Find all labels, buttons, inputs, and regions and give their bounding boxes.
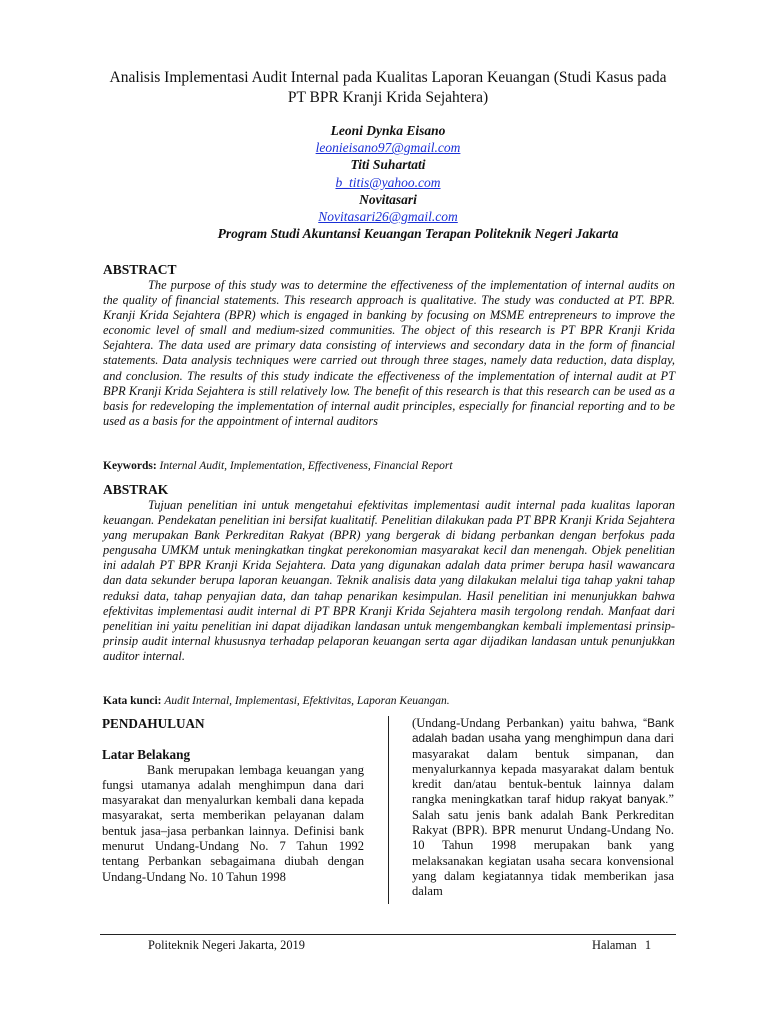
- body-text: dana dari masyarakat dalam bentuk simpanan, dan menyalurkannya kepada masyarakat dalam bentuk kredit dan/atau bentuk-bentuk lainnya dalam rangka meningkatkan taraf: [412, 731, 674, 807]
- author-name: Novitasari: [359, 191, 417, 207]
- abstrak-keywords: [103, 695, 675, 707]
- page-number: 1: [644, 938, 652, 952]
- body-left-column: [102, 716, 364, 885]
- author-email-link[interactable]: leonieisano97@gmail.com: [315, 140, 461, 156]
- abstrak-heading: ABSTRAK: [103, 482, 169, 497]
- body-text: (Undang-Undang Perbankan) yaitu bahwa,: [412, 716, 638, 730]
- author-name: Titi Suhartati: [350, 157, 426, 173]
- section-heading: PENDAHULUAN: [102, 716, 205, 731]
- quoted-text: “Bank adalah badan usaha yang menghimpun: [412, 716, 674, 746]
- author-email-link[interactable]: b_titis@yahoo.com: [335, 174, 441, 190]
- author-name: Leoni Dynka Eisano: [330, 123, 446, 138]
- affiliation: Program Studi Akuntansi Keuangan Terapan Politeknik Negeri Jakarta: [217, 226, 619, 242]
- kata-kunci-label: Kata kunci:: [103, 695, 162, 707]
- keywords-label: Keywords:: [103, 460, 157, 472]
- footer-page: [592, 938, 651, 953]
- abstrak-text: Tujuan penelitian ini untuk mengetahui efektivitas implementasi audit internal pada kualitas laporan keuangan. Pendekatan penelitian ini bersifat kualitatif. Penelitian dilakukan pada PT BPR Kranji Krida Sejahtera yang merupakan Bank Perkreditan Rakyat (BPR) yang bergerak di bidang perbankan dengan berfokus pada pengusaha UMKM untuk meningkatkan tingkat perekonomian masyarakat kecil dan menengah. Objek penelitian ini adalah PT BPR Kranji Krida Sejahtera. Data yang digunakan adalah data primer berupa hasil wawancara dan data sekunder berupa laporan keuangan. Teknik analisis data yang dilakukan melalui tiga tahap yakni tahap reduksi data, tahap penyajian data, dan tahap penarikan kesimpulan. Hasil penelitian ini menunjukkan bahwa efektivitas implementasi audit internal di PT BPR Kranji Krida Sejahtera masih tergolong rendah. Manfaat dari penelitian ini yaitu penelitian ini dapat dijadikan landasan untuk mengembangkan kembali implementasi prinsip-prinsip audit internal khususnya terhadap pelaporan keuangan serta agar dijadikan landasan untuk penunjukkan auditor internal.: [103, 498, 675, 663]
- body-right-column: [412, 716, 674, 900]
- footer-rule: [100, 934, 676, 935]
- author-block: [100, 122, 676, 242]
- paper-title: Analisis Implementasi Audit Internal pada Kualitas Laporan Keuangan (Studi Kasus pada PT BPR Kranji Krida Sejahtera): [109, 69, 667, 106]
- body-paragraph: Bank merupakan lembaga keuangan yang fungsi utamanya adalah menghimpun dana dari masyarakat dan menyalurkan kembali dana kepada masyarakat, serta memberikan pelayanan dalam bentuk jasa–jasa perbankan lainnya. Definisi bank menurut Undang-Undang No. 7 Tahun 1992 tentang Perbankan sebagaimana diubah dengan Undang-Undang No. 10 Tahun 1998: [102, 762, 364, 884]
- quoted-text: hidup rakyat banyak.: [555, 792, 669, 807]
- page-label: Halaman: [592, 938, 637, 952]
- author-email-link[interactable]: Novitasari26@gmail.com: [318, 209, 458, 225]
- subsection-heading: Latar Belakang: [102, 747, 191, 763]
- footer-institution: Politeknik Negeri Jakarta, 2019: [148, 938, 305, 952]
- abstract-text: The purpose of this study was to determine the effectiveness of the implementation of internal audits on the quality of financial statements. This research approach is qualitative. The study was conducted at PT. BPR. Kranji Krida Sejahtera (BPR) which is engaged in banking by focusing on MSME entrepreneurs to improve the economic level of small and medium-sized communities. The object of this research is PT BPR Kranji Krida Sejahtera. The data used are primary data consisting of interviews and secondary data in the form of financial statements. Data analysis techniques were carried out through three stages, namely data reduction, data display, and conclusion. The results of this study indicate the effectiveness of the implementation of internal audit at PT BPR Kranji Krida Sejahtera is still relatively low. The benefit of this research is that this research can be used as a basis for redeveloping the implementation of internal audit principles, especially for financial reporting and to be used as a basis for the appointment of internal auditors: [103, 278, 675, 428]
- body-text: ” Salah satu jenis bank adalah Bank Perkreditan Rakyat (BPR). BPR menurut Undang-Undang No. 10 Tahun 1998 merupakan bank yang melaksanakan kegiatan usaha secara konvensional yang dalam kegiatannya tidak memberikan jasa dalam: [412, 792, 674, 899]
- abstract-heading: ABSTRACT: [103, 262, 177, 277]
- column-divider: [388, 716, 389, 904]
- abstract-keywords: [103, 460, 675, 472]
- keywords-list: Internal Audit, Implementation, Effectiveness, Financial Report: [159, 460, 453, 472]
- body-paragraph-continued: [412, 716, 674, 900]
- kata-kunci-list: Audit Internal, Implementasi, Efektivitas, Laporan Keuangan.: [164, 695, 450, 707]
